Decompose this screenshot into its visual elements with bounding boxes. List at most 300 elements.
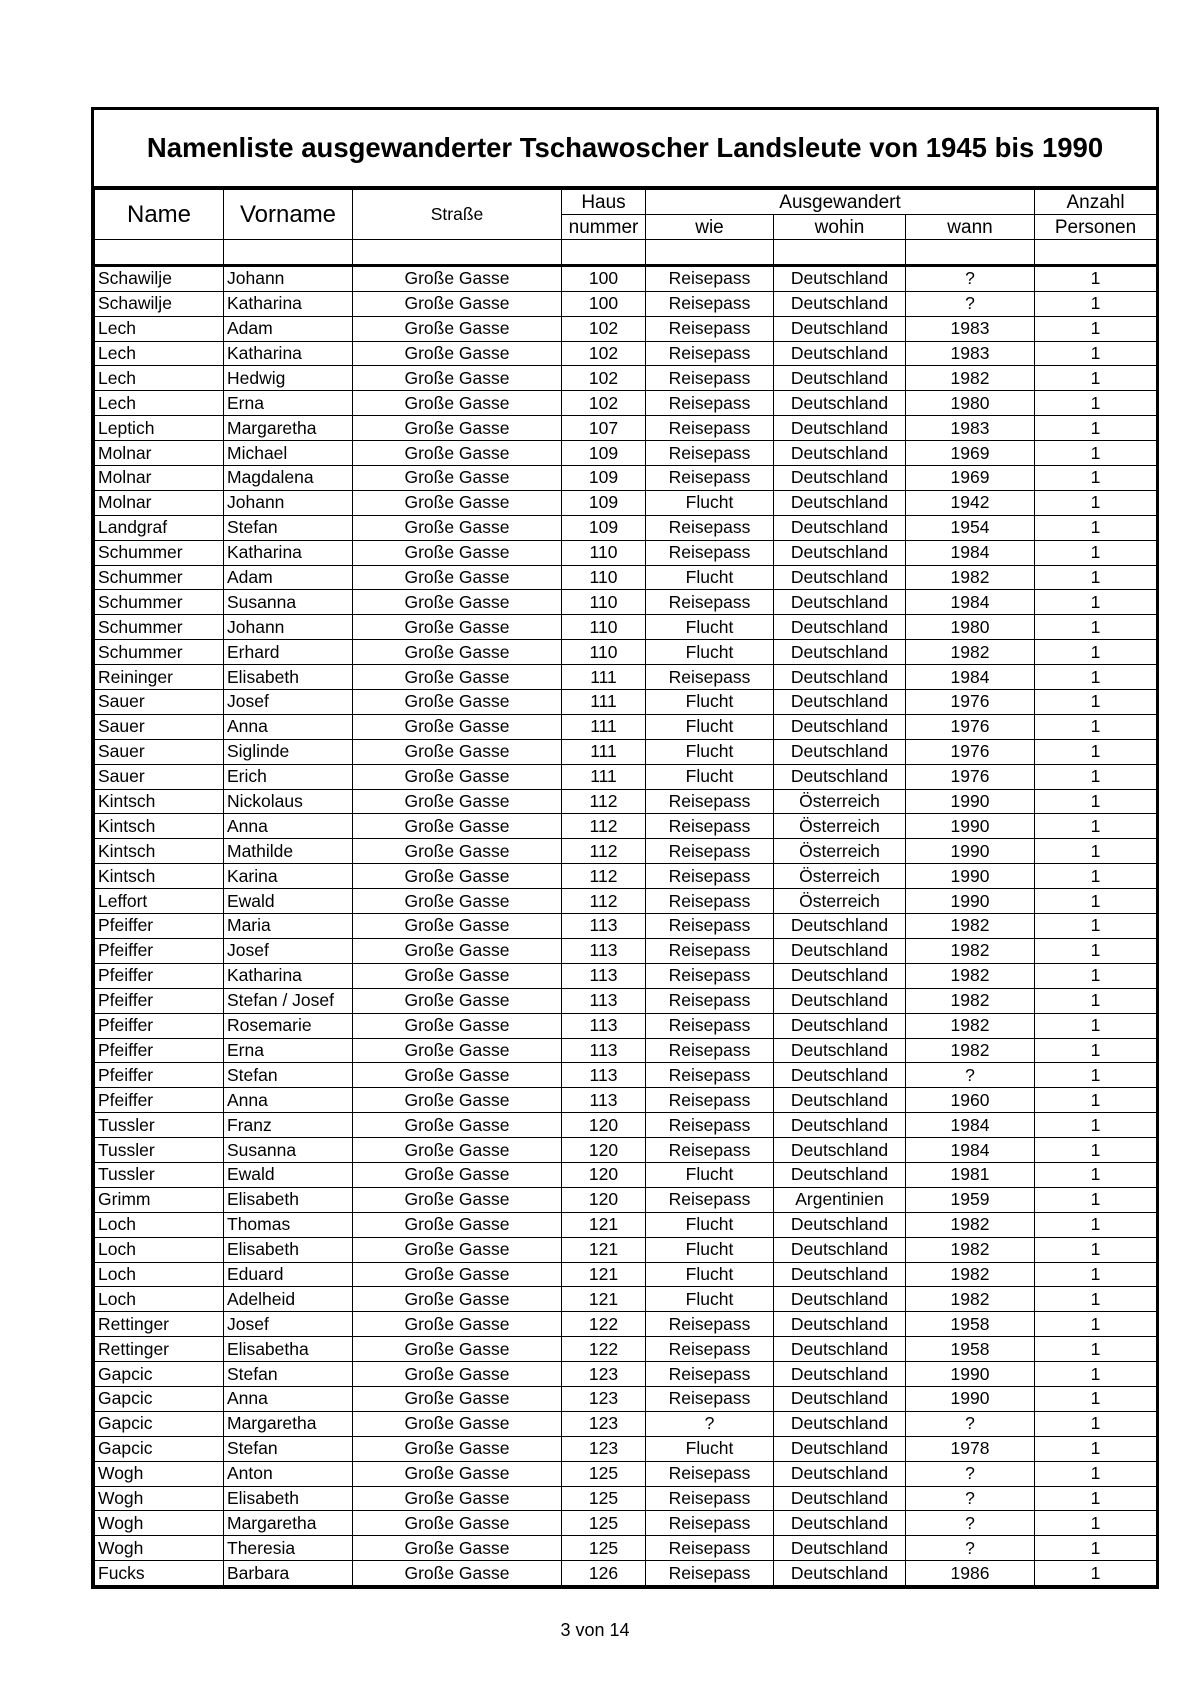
cell-hausnummer: 122: [562, 1337, 646, 1362]
cell-strasse: Große Gasse: [353, 1187, 562, 1212]
cell-wohin: Deutschland: [774, 490, 906, 515]
cell-anzahl: 1: [1035, 1486, 1157, 1511]
cell-strasse: Große Gasse: [353, 1162, 562, 1187]
cell-strasse: Große Gasse: [353, 1461, 562, 1486]
cell-name: Pfeiffer: [95, 1063, 224, 1088]
cell-name: Reininger: [95, 665, 224, 690]
cell-wann: 1982: [906, 988, 1035, 1013]
cell-name: Tussler: [95, 1113, 224, 1138]
header-wohin: wohin: [774, 215, 906, 240]
cell-anzahl: 1: [1035, 839, 1157, 864]
cell-hausnummer: 111: [562, 665, 646, 690]
cell-name: Pfeiffer: [95, 938, 224, 963]
cell-vorname: Anna: [224, 714, 353, 739]
cell-wie: Flucht: [646, 490, 774, 515]
cell-wann: ?: [906, 1536, 1035, 1561]
cell-wohin: Deutschland: [774, 963, 906, 988]
cell-wann: 1980: [906, 391, 1035, 416]
cell-name: Pfeiffer: [95, 1038, 224, 1063]
cell-wohin: Deutschland: [774, 441, 906, 466]
cell-anzahl: 1: [1035, 1088, 1157, 1113]
cell-strasse: Große Gasse: [353, 640, 562, 665]
cell-anzahl: 1: [1035, 789, 1157, 814]
cell-wann: 1990: [906, 789, 1035, 814]
cell-vorname: Stefan: [224, 515, 353, 540]
cell-anzahl: 1: [1035, 914, 1157, 939]
cell-wann: 1976: [906, 764, 1035, 789]
cell-wohin: Deutschland: [774, 1287, 906, 1312]
cell-wann: 1983: [906, 341, 1035, 366]
table-row: [95, 540, 1157, 565]
cell-vorname: Adam: [224, 565, 353, 590]
cell-vorname: Stefan: [224, 1362, 353, 1387]
cell-wie: Reisepass: [646, 963, 774, 988]
cell-anzahl: 1: [1035, 615, 1157, 640]
cell-hausnummer: 113: [562, 963, 646, 988]
cell-strasse: Große Gasse: [353, 1262, 562, 1287]
cell-wie: Reisepass: [646, 1486, 774, 1511]
cell-anzahl: 1: [1035, 515, 1157, 540]
cell-strasse: Große Gasse: [353, 291, 562, 316]
cell-strasse: Große Gasse: [353, 690, 562, 715]
cell-wohin: Deutschland: [774, 615, 906, 640]
table-row: [95, 1386, 1157, 1411]
cell-wie: Reisepass: [646, 466, 774, 491]
cell-anzahl: 1: [1035, 1511, 1157, 1536]
cell-hausnummer: 120: [562, 1113, 646, 1138]
table-row: [95, 764, 1157, 789]
table-row: [95, 391, 1157, 416]
cell-name: Gapcic: [95, 1411, 224, 1436]
cell-name: Molnar: [95, 441, 224, 466]
cell-anzahl: 1: [1035, 441, 1157, 466]
cell-hausnummer: 110: [562, 590, 646, 615]
cell-strasse: Große Gasse: [353, 665, 562, 690]
cell-strasse: Große Gasse: [353, 1212, 562, 1237]
emigrant-table: [94, 189, 1157, 1586]
cell-wohin: Deutschland: [774, 1013, 906, 1038]
spacer-cell: [95, 240, 224, 266]
cell-wohin: Deutschland: [774, 515, 906, 540]
cell-wann: 1960: [906, 1088, 1035, 1113]
cell-wann: 1990: [906, 1362, 1035, 1387]
cell-wie: Reisepass: [646, 1013, 774, 1038]
table-row: [95, 1561, 1157, 1586]
cell-wann: 1982: [906, 963, 1035, 988]
cell-wann: 1984: [906, 540, 1035, 565]
cell-anzahl: 1: [1035, 316, 1157, 341]
cell-strasse: Große Gasse: [353, 441, 562, 466]
table-row: [95, 1411, 1157, 1436]
cell-wann: 1990: [906, 839, 1035, 864]
cell-wie: Flucht: [646, 739, 774, 764]
table-row: [95, 1237, 1157, 1262]
cell-name: Pfeiffer: [95, 1088, 224, 1113]
cell-name: Pfeiffer: [95, 1013, 224, 1038]
cell-hausnummer: 123: [562, 1362, 646, 1387]
cell-strasse: Große Gasse: [353, 988, 562, 1013]
cell-hausnummer: 121: [562, 1237, 646, 1262]
cell-wie: Flucht: [646, 615, 774, 640]
table-row: [95, 515, 1157, 540]
cell-hausnummer: 120: [562, 1138, 646, 1163]
cell-wie: ?: [646, 1411, 774, 1436]
cell-vorname: Stefan: [224, 1436, 353, 1461]
cell-hausnummer: 112: [562, 839, 646, 864]
table-row: [95, 1461, 1157, 1486]
cell-name: Gapcic: [95, 1362, 224, 1387]
cell-name: Schummer: [95, 540, 224, 565]
cell-hausnummer: 111: [562, 764, 646, 789]
cell-wohin: Deutschland: [774, 1312, 906, 1337]
cell-hausnummer: 107: [562, 416, 646, 441]
cell-name: Sauer: [95, 764, 224, 789]
table-row: [95, 466, 1157, 491]
cell-wie: Reisepass: [646, 1536, 774, 1561]
cell-strasse: Große Gasse: [353, 590, 562, 615]
cell-vorname: Susanna: [224, 1138, 353, 1163]
table-row: [95, 1337, 1157, 1362]
cell-anzahl: 1: [1035, 988, 1157, 1013]
cell-wie: Reisepass: [646, 291, 774, 316]
cell-wohin: Deutschland: [774, 1411, 906, 1436]
cell-anzahl: 1: [1035, 1287, 1157, 1312]
cell-wohin: Deutschland: [774, 1212, 906, 1237]
cell-wann: 1976: [906, 714, 1035, 739]
cell-wohin: Deutschland: [774, 938, 906, 963]
cell-hausnummer: 102: [562, 366, 646, 391]
cell-hausnummer: 113: [562, 1038, 646, 1063]
cell-wohin: Deutschland: [774, 1113, 906, 1138]
table-row: [95, 864, 1157, 889]
cell-wann: 1982: [906, 1262, 1035, 1287]
cell-name: Sauer: [95, 714, 224, 739]
table-row: [95, 416, 1157, 441]
cell-vorname: Mathilde: [224, 839, 353, 864]
cell-hausnummer: 110: [562, 615, 646, 640]
cell-wann: 1954: [906, 515, 1035, 540]
cell-vorname: Adelheid: [224, 1287, 353, 1312]
cell-name: Kintsch: [95, 839, 224, 864]
cell-hausnummer: 112: [562, 789, 646, 814]
cell-wann: 1982: [906, 1013, 1035, 1038]
cell-wohin: Österreich: [774, 789, 906, 814]
cell-vorname: Eduard: [224, 1262, 353, 1287]
cell-wohin: Deutschland: [774, 1237, 906, 1262]
cell-vorname: Franz: [224, 1113, 353, 1138]
cell-anzahl: 1: [1035, 1138, 1157, 1163]
table-row: [95, 1536, 1157, 1561]
cell-anzahl: 1: [1035, 1337, 1157, 1362]
cell-vorname: Josef: [224, 1312, 353, 1337]
cell-name: Wogh: [95, 1461, 224, 1486]
cell-strasse: Große Gasse: [353, 764, 562, 789]
cell-strasse: Große Gasse: [353, 1362, 562, 1387]
table-row: [95, 739, 1157, 764]
table-row: [95, 914, 1157, 939]
cell-wohin: Deutschland: [774, 1386, 906, 1411]
cell-wie: Reisepass: [646, 1511, 774, 1536]
cell-hausnummer: 125: [562, 1536, 646, 1561]
cell-strasse: Große Gasse: [353, 963, 562, 988]
cell-wann: 1959: [906, 1187, 1035, 1212]
cell-strasse: Große Gasse: [353, 341, 562, 366]
table-row: [95, 1287, 1157, 1312]
cell-wann: 1983: [906, 416, 1035, 441]
cell-anzahl: 1: [1035, 590, 1157, 615]
cell-wohin: Deutschland: [774, 1337, 906, 1362]
table-row: [95, 1013, 1157, 1038]
table-row: [95, 714, 1157, 739]
cell-strasse: Große Gasse: [353, 839, 562, 864]
cell-hausnummer: 102: [562, 316, 646, 341]
cell-wohin: Argentinien: [774, 1187, 906, 1212]
cell-wohin: Österreich: [774, 864, 906, 889]
cell-name: Leptich: [95, 416, 224, 441]
cell-anzahl: 1: [1035, 1113, 1157, 1138]
cell-wie: Reisepass: [646, 1561, 774, 1586]
cell-name: Loch: [95, 1287, 224, 1312]
table-row: [95, 665, 1157, 690]
cell-wie: Reisepass: [646, 1187, 774, 1212]
cell-wie: Reisepass: [646, 1337, 774, 1362]
cell-wann: 1990: [906, 814, 1035, 839]
cell-vorname: Thomas: [224, 1212, 353, 1237]
cell-vorname: Johann: [224, 490, 353, 515]
cell-hausnummer: 110: [562, 565, 646, 590]
cell-strasse: Große Gasse: [353, 1536, 562, 1561]
cell-wie: Flucht: [646, 1436, 774, 1461]
cell-anzahl: 1: [1035, 1312, 1157, 1337]
spacer-cell: [224, 240, 353, 266]
cell-strasse: Große Gasse: [353, 739, 562, 764]
cell-strasse: Große Gasse: [353, 1088, 562, 1113]
cell-wann: ?: [906, 1411, 1035, 1436]
header-hausnummer-line1: Haus: [562, 190, 646, 215]
cell-strasse: Große Gasse: [353, 1436, 562, 1461]
cell-anzahl: 1: [1035, 1237, 1157, 1262]
cell-wann: 1976: [906, 739, 1035, 764]
cell-wann: 1982: [906, 914, 1035, 939]
cell-hausnummer: 113: [562, 988, 646, 1013]
cell-hausnummer: 121: [562, 1212, 646, 1237]
cell-hausnummer: 120: [562, 1162, 646, 1187]
cell-wie: Reisepass: [646, 988, 774, 1013]
cell-wohin: Deutschland: [774, 640, 906, 665]
cell-wann: 1958: [906, 1312, 1035, 1337]
cell-anzahl: 1: [1035, 690, 1157, 715]
cell-anzahl: 1: [1035, 341, 1157, 366]
table-row: [95, 565, 1157, 590]
cell-name: Gapcic: [95, 1436, 224, 1461]
cell-wohin: Deutschland: [774, 1063, 906, 1088]
cell-vorname: Erna: [224, 391, 353, 416]
cell-wie: Flucht: [646, 1162, 774, 1187]
page-number: 3 von 14: [560, 1620, 630, 1640]
cell-anzahl: 1: [1035, 1561, 1157, 1586]
cell-hausnummer: 112: [562, 889, 646, 914]
cell-wann: 1980: [906, 615, 1035, 640]
cell-wie: Reisepass: [646, 1138, 774, 1163]
table-row: [95, 1436, 1157, 1461]
cell-hausnummer: 123: [562, 1411, 646, 1436]
cell-anzahl: 1: [1035, 1386, 1157, 1411]
cell-name: Molnar: [95, 466, 224, 491]
cell-strasse: Große Gasse: [353, 1411, 562, 1436]
cell-vorname: Anna: [224, 1088, 353, 1113]
cell-anzahl: 1: [1035, 416, 1157, 441]
cell-vorname: Siglinde: [224, 739, 353, 764]
cell-wie: Reisepass: [646, 441, 774, 466]
cell-name: Schawilje: [95, 265, 224, 291]
cell-wie: Reisepass: [646, 416, 774, 441]
cell-wann: 1942: [906, 490, 1035, 515]
cell-vorname: Magdalena: [224, 466, 353, 491]
cell-wann: 1976: [906, 690, 1035, 715]
cell-wann: ?: [906, 1511, 1035, 1536]
cell-vorname: Susanna: [224, 590, 353, 615]
spacer-row: [95, 240, 1157, 266]
cell-wohin: Deutschland: [774, 1511, 906, 1536]
cell-anzahl: 1: [1035, 1162, 1157, 1187]
cell-name: Pfeiffer: [95, 963, 224, 988]
cell-wohin: Österreich: [774, 889, 906, 914]
cell-wohin: Deutschland: [774, 265, 906, 291]
table-row: [95, 839, 1157, 864]
cell-wohin: Deutschland: [774, 690, 906, 715]
cell-strasse: Große Gasse: [353, 391, 562, 416]
cell-vorname: Stefan / Josef: [224, 988, 353, 1013]
cell-wann: 1982: [906, 366, 1035, 391]
cell-wohin: Deutschland: [774, 540, 906, 565]
table-row: [95, 938, 1157, 963]
header-wann: wann: [906, 215, 1035, 240]
cell-anzahl: 1: [1035, 466, 1157, 491]
cell-wann: 1983: [906, 316, 1035, 341]
cell-hausnummer: 123: [562, 1436, 646, 1461]
table-row: [95, 1212, 1157, 1237]
cell-hausnummer: 125: [562, 1461, 646, 1486]
spacer-cell: [1035, 240, 1157, 266]
cell-name: Kintsch: [95, 814, 224, 839]
cell-anzahl: 1: [1035, 1536, 1157, 1561]
cell-wann: 1984: [906, 590, 1035, 615]
header-hausnummer-line2: nummer: [562, 215, 646, 240]
cell-vorname: Erna: [224, 1038, 353, 1063]
cell-anzahl: 1: [1035, 1362, 1157, 1387]
cell-wie: Reisepass: [646, 665, 774, 690]
cell-name: Kintsch: [95, 864, 224, 889]
table-row: [95, 640, 1157, 665]
cell-vorname: Johann: [224, 265, 353, 291]
cell-vorname: Anna: [224, 1386, 353, 1411]
cell-name: Grimm: [95, 1187, 224, 1212]
cell-hausnummer: 110: [562, 540, 646, 565]
cell-name: Schummer: [95, 565, 224, 590]
cell-vorname: Stefan: [224, 1063, 353, 1088]
page-title: Namenliste ausgewanderter Tschawoscher Landsleute von 1945 bis 1990: [146, 132, 1104, 163]
cell-wie: Reisepass: [646, 391, 774, 416]
cell-name: Loch: [95, 1262, 224, 1287]
cell-vorname: Barbara: [224, 1561, 353, 1586]
cell-wohin: Deutschland: [774, 366, 906, 391]
cell-name: Molnar: [95, 490, 224, 515]
cell-vorname: Johann: [224, 615, 353, 640]
cell-anzahl: 1: [1035, 291, 1157, 316]
table-row: [95, 889, 1157, 914]
cell-hausnummer: 100: [562, 265, 646, 291]
cell-wann: ?: [906, 291, 1035, 316]
cell-vorname: Margaretha: [224, 1511, 353, 1536]
cell-hausnummer: 113: [562, 1013, 646, 1038]
cell-strasse: Große Gasse: [353, 1038, 562, 1063]
cell-wann: 1990: [906, 1386, 1035, 1411]
table-row: [95, 615, 1157, 640]
cell-wohin: Deutschland: [774, 291, 906, 316]
cell-wie: Reisepass: [646, 889, 774, 914]
cell-name: Schummer: [95, 590, 224, 615]
cell-anzahl: 1: [1035, 814, 1157, 839]
cell-wann: 1958: [906, 1337, 1035, 1362]
cell-anzahl: 1: [1035, 889, 1157, 914]
cell-wohin: Deutschland: [774, 466, 906, 491]
cell-anzahl: 1: [1035, 540, 1157, 565]
cell-wohin: Deutschland: [774, 316, 906, 341]
cell-strasse: Große Gasse: [353, 1486, 562, 1511]
cell-wie: Reisepass: [646, 540, 774, 565]
cell-wie: Reisepass: [646, 366, 774, 391]
cell-anzahl: 1: [1035, 864, 1157, 889]
spacer-cell: [646, 240, 774, 266]
cell-strasse: Große Gasse: [353, 540, 562, 565]
cell-anzahl: 1: [1035, 764, 1157, 789]
table-row: [95, 1113, 1157, 1138]
header-anzahl-line2: Personen: [1035, 215, 1157, 240]
table-row: [95, 1362, 1157, 1387]
cell-vorname: Elisabeth: [224, 665, 353, 690]
cell-hausnummer: 123: [562, 1386, 646, 1411]
cell-name: Pfeiffer: [95, 914, 224, 939]
cell-wie: Reisepass: [646, 1386, 774, 1411]
cell-wie: Reisepass: [646, 938, 774, 963]
cell-wie: Reisepass: [646, 1461, 774, 1486]
cell-wann: 1982: [906, 1287, 1035, 1312]
cell-anzahl: 1: [1035, 391, 1157, 416]
cell-strasse: Große Gasse: [353, 1013, 562, 1038]
cell-hausnummer: 111: [562, 690, 646, 715]
cell-wie: Flucht: [646, 1212, 774, 1237]
cell-wann: 1982: [906, 640, 1035, 665]
header-vorname: Vorname: [224, 190, 353, 240]
cell-wohin: Deutschland: [774, 1536, 906, 1561]
cell-wohin: Deutschland: [774, 1138, 906, 1163]
cell-strasse: Große Gasse: [353, 914, 562, 939]
cell-wohin: Deutschland: [774, 1436, 906, 1461]
cell-wie: Flucht: [646, 714, 774, 739]
cell-vorname: Erich: [224, 764, 353, 789]
cell-name: Pfeiffer: [95, 988, 224, 1013]
cell-wann: 1986: [906, 1561, 1035, 1586]
cell-vorname: Theresia: [224, 1536, 353, 1561]
table-row: [95, 1162, 1157, 1187]
cell-name: Leffort: [95, 889, 224, 914]
table-row: [95, 814, 1157, 839]
header-wie: wie: [646, 215, 774, 240]
header-ausgewandert: Ausgewandert: [646, 190, 1035, 215]
table-row: [95, 1063, 1157, 1088]
cell-wie: Reisepass: [646, 1088, 774, 1113]
cell-wohin: Deutschland: [774, 341, 906, 366]
